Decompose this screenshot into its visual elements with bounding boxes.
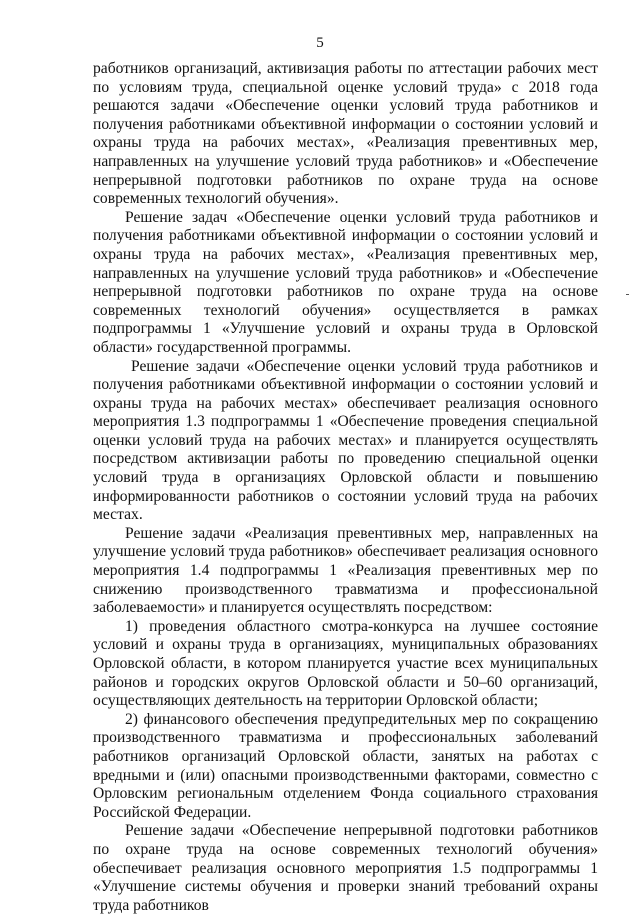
paragraph-3: Решение задачи «Обеспечение оценки условий труда работников и получения работниками объективной информации о состоянии условий и охраны труда на рабочих местах» обеспечивает реализация основного мероприятия 1.3 подпрограммы 1 «Обеспечение проведения специальной оценки условий труда на рабочих местах» и планируется осуществлять посредством активизации работы по проведению специальной оценки условий труда в организациях Орловской области и повышению информированности работников о состоянии условий труда на рабочих местах. (93, 357, 598, 524)
paragraph-5: Решение задачи «Обеспечение непрерывной подготовки работников по охране труда на основе современных технологий обучения» обеспечивает реализация основного мероприятия 1.5 подпрограммы 1 «Улучшение системы обучения и проверки знаний требований охраны труда работников (93, 822, 598, 914)
list-item-2: 2) финансового обеспечения предупредительных мер по сокращению производственного травматизма и профессиональных заболеваний работников организаций Орловской области, занятых на работах с вредными и (или) опасными производственными факторами, совместно с Орловским региональным отделением Фонда социального страхования Российской Федерации. (93, 710, 598, 821)
paragraph-1: работников организаций, активизация работы по аттестации рабочих мест по условиям труда, специальной оценке условий труда» с 2018 года решаются задачи «Обеспечение оценки условий труда работников и получения работниками объективной информации о состоянии условий и охраны труда на рабочих местах», «Реализация превентивных мер, направленных на улучшение условий труда работников» и «Обеспечение непрерывной подготовки работников по охране труда на основе современных технологий обучения». (93, 60, 598, 208)
document-body (93, 60, 598, 915)
paragraph-2: Решение задач «Обеспечение оценки условий труда работников и получения работниками объективной информации о состоянии условий и охраны труда на рабочих местах», «Реализация превентивных мер, направленных на улучшение условий труда работников» и «Обеспечение непрерывной подготовки работников по охране труда на основе современных технологий обучения» осуществляется в рамках подпрограммы 1 «Улучшение условий и охраны труда в Орловской области» государственной программы. (93, 208, 598, 356)
paragraph-4: Решение задачи «Реализация превентивных мер, направленных на улучшение условий труда работников» обеспечивает реализация основного мероприятия 1.4 подпрограммы 1 «Реализация превентивных мер по снижению производственного травматизма и профессиональной заболеваемости» и планируется осуществлять посредством: (93, 524, 598, 617)
margin-mark (626, 294, 629, 295)
list-item-1: 1) проведения областного смотра-конкурса на лучшее состояние условий и охраны труда в организациях, муниципальных образованиях Орловской области, в котором планируется участие всех муниципальных районов и городских округов Орловской области и 50–60 организаций, осуществляющих деятельность на территории Орловской области; (93, 617, 598, 710)
page-number: 5 (316, 35, 324, 51)
